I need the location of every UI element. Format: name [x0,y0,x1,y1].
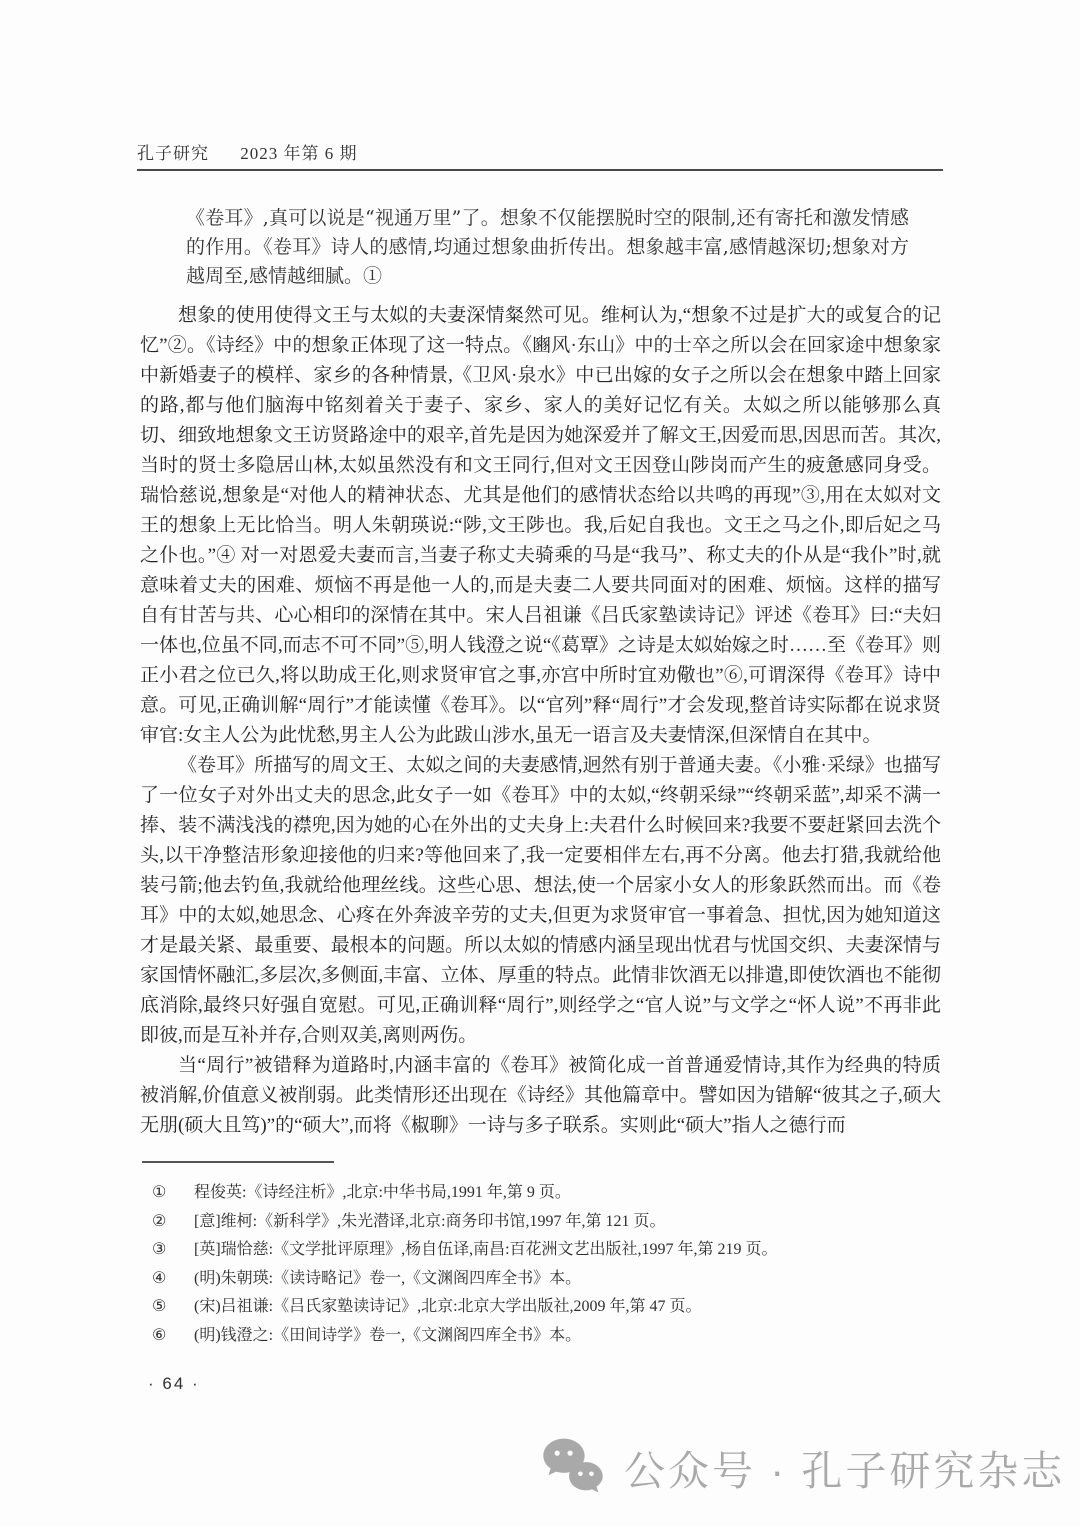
body-paragraph: 《卷耳》所描写的周文王、太姒之间的夫妻感情,迥然有别于普通夫妻。《小雅·采绿》也描写了一位女子对外出丈夫的思念,此女子一如《卷耳》中的太姒,“终朝采绿”“终朝采蓝”,却采不满一捧、装不满浅浅的襟兜,因为她的心在外出的丈夫身上:夫君什么时候回来?我要不要赶紧回去洗个头,以干净整洁形象迎接他的归来?等他回来了,我一定要相伴左右,再不分离。他去打猎,我就给他装弓箭;他去钓鱼,我就给他理丝线。这些心思、想法,使一个居家小女人的形象跃然而出。而《卷耳》中的太姒,她思念、心疼在外奔波辛劳的丈夫,但更为求贤审官一事着急、担忧,因为她知道这才是最关紧、最重要、最根本的问题。所以太姒的情感内涵呈现出忧君与忧国交织、夫妻深情与家国情怀融汇,多层次,多侧面,丰富、立体、厚重的特点。此情非饮酒无以排遣,即使饮酒也不能彻底消除,最终只好强自宽慰。可见,正确训释“周行”,则经学之“官人说”与文学之“怀人说”不再非此即彼,而是互补并存,合则双美,离则两伤。 [140,755,941,1046]
block-quote: 《卷耳》,真可以说是“视通万里”了。想象不仅能摆脱时空的限制,还有寄托和激发情感的作用。《卷耳》诗人的感情,均通过想象曲折传出。想象越丰富,感情越深切;想象对方越周至,感情越细腻。① [186,207,909,287]
watermark [540,1436,1065,1498]
body-paragraph: 当“周行”被错释为道路时,内涵丰富的《卷耳》被简化成一首普通爱情诗,其作为经典的特质被消解,价值意义被削弱。此类情形还出现在《诗经》其他篇章中。譬如因为错解“彼其之子,硕大无朋(硕大且笃)”的“硕大”,而将《椒聊》一诗与多子联系。实则此“硕大”指人之德行而 [140,1055,941,1136]
footnote-text: [英]瑞恰慈:《文学批评原理》,杨自伍译,南昌:百花洲文艺出版社,1997 年,第 219 页。 [194,1241,778,1258]
footnote-marker: ④ [152,1269,167,1287]
footnote-item [152,1265,941,1294]
footnote-list [140,1179,941,1350]
issue-label: 2023 年第 6 期 [240,144,358,163]
footnote-text: (宋)吕祖谦:《吕氏家塾读诗记》,北京:北京大学出版社,2009 年,第 47 页。 [194,1298,702,1315]
footnote-marker: ① [152,1184,167,1201]
header-divider [137,169,943,171]
wechat-icon [540,1436,606,1498]
footnote-marker: ② [152,1212,167,1230]
footnote-text: (明)朱朝瑛:《读诗略记》卷一,《文渊阁四库全书》本。 [194,1269,582,1287]
body-paragraph: 想象的使用使得文王与太姒的夫妻深情粲然可见。维柯认为,“想象不过是扩大的或复合的记忆”②。《诗经》中的想象正体现了这一特点。《豳风·东山》中的士卒之所以会在回家途中想象家中新婚妻子的模样、家乡的各种情景,《卫风·泉水》中已出嫁的女子之所以会在想象中踏上回家的路,都与他们脑海中铭刻着关于妻子、家乡、家人的美好记忆有关。太姒之所以能够那么真切、细致地想象文王访贤路途中的艰辛,首先是因为她深爱并了解文王,因爱而思,因思而苦。其次,当时的贤士多隐居山林,太姒虽然没有和文王同行,但对文王因登山陟岗而产生的疲惫感同身受。瑞恰慈说,想象是“对他人的精神状态、尤其是他们的感情状态给以共鸣的再现”③,用在太姒对文王的想象上无比恰当。明人朱朝瑛说:“陟,文王陟也。我,后妃自我也。文王之马之仆,即后妃之马之仆也。”④ 对一对恩爱夫妻而言,当妻子称丈夫骑乘的马是“我马”、称丈夫的仆从是“我仆”时,就意味着丈夫的困难、烦恼不再是他一人的,而是夫妻二人要共同面对的困难、烦恼。这样的描写自有甘苦与共、心心相印的深情在其中。宋人吕祖谦《吕氏家塾读诗记》评述《卷耳》曰:“夫妇一体也,位虽不同,而志不可不同”⑤,明人钱澄之说“《葛覃》之诗是太姒始嫁之时……至《卷耳》则正小君之位已久,将以助成王化,则求贤审官之事,亦宫中所时宜劝儆也”⑥,可谓深得《卷耳》诗中意。可见,正确训解“周行”才能读懂《卷耳》。以“官列”释“周行”才会发现,整首诗实际都在说求贤审官:女主人公为此忧愁,男主人公为此跋山涉水,虽无一语言及夫妻情深,但深情自在其中。 [140,305,941,746]
footnote-marker: ⑥ [152,1326,167,1344]
footnote-item [152,1293,941,1322]
journal-title: 孔子研究 [137,144,209,163]
footnote-text: [意]维柯:《新科学》,朱光潜译,北京:商务印书馆,1997 年,第 121 页。 [194,1212,666,1230]
watermark-text: 公众号 · 孔子研究杂志 [624,1447,1066,1494]
footnote-item [152,1322,941,1351]
footnote-text: (明)钱澄之:《田间诗学》卷一,《文渊阁四库全书》本。 [194,1326,582,1344]
footnote-marker: ③ [152,1241,167,1258]
footnote-item [152,1208,941,1237]
page-header [137,139,943,164]
page-number: · 64 · [148,1374,200,1393]
footnote-text: 程俊英:《诗经注析》,北京:中华书局,1991 年,第 9 页。 [194,1184,571,1201]
article-body [140,196,941,1350]
footnote-item [152,1236,941,1265]
footnote-marker: ⑤ [152,1298,167,1315]
footnote-divider [142,1161,334,1163]
footnote-item [152,1179,941,1208]
